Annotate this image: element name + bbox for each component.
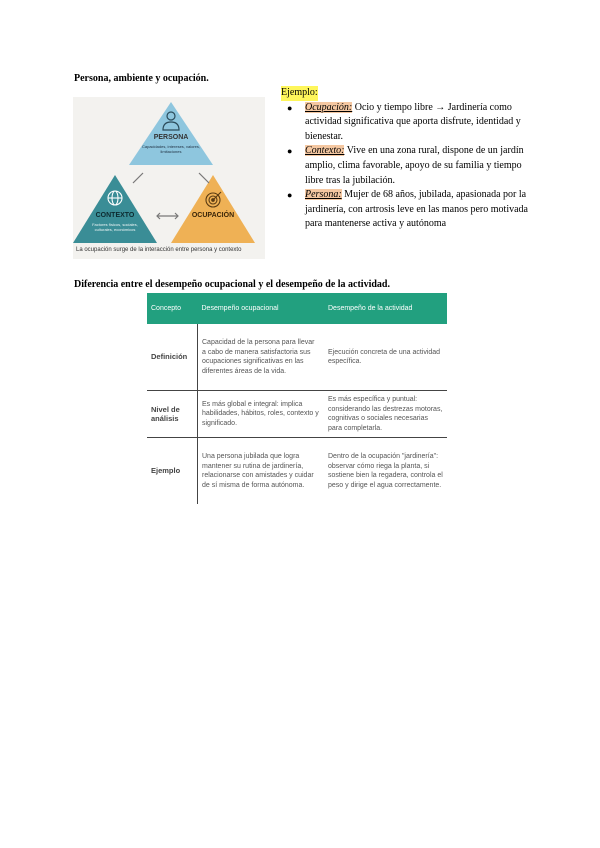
example-term: Ocupación:: [305, 101, 353, 113]
example-term: Persona:: [305, 189, 342, 201]
row-concept: Definición: [147, 324, 198, 391]
peo-diagram-graphic: [73, 97, 265, 259]
table-header-cell: Concepto: [147, 293, 198, 324]
table-cell: Es más específica y puntual: considerando las destrezas motoras, cognitivas o sociales necesarias para completarla.: [324, 391, 447, 438]
persona-label: PERSONA: [153, 134, 189, 141]
table-row: [147, 391, 447, 438]
bullet-icon: ●: [287, 102, 293, 113]
table-cell: Dentro de la ocupación "jardinería": observar cómo riega la planta, si sostiene bien la regadera, controla el peso y dirige el agua correctamente.: [324, 438, 447, 505]
diagram-caption: La ocupación surge de la interacción entre persona y contexto: [76, 247, 242, 253]
table-row: [147, 438, 447, 505]
ocupacion-label: OCUPACIÓN: [191, 212, 235, 219]
section-title-peo: Persona, ambiente y ocupación.: [74, 73, 209, 84]
example-text: Ocio y tiempo libre → Jardinería como actividad significativa que aporta disfrute, identidad y bienestar.: [305, 101, 521, 142]
table-cell: Ejecución concreta de una actividad específica.: [328, 348, 441, 365]
example-block: [281, 86, 541, 232]
bullet-icon: ●: [287, 190, 293, 201]
contexto-label: CONTEXTO: [95, 212, 135, 219]
table-header-cell: Desempeño de la actividad: [324, 293, 447, 324]
example-text: Vive en una zona rural, dispone de un jardín amplio, clima favorable, apoyo de su familia y tiempo libre tras la jubilación.: [305, 145, 524, 186]
peo-diagram: [73, 97, 265, 259]
comparison-table: [147, 293, 447, 504]
example-text: Mujer de 68 años, jubilada, apasionada por la jardinería, con artrosis leve en las manos pero motivada para mantenerse activa y autónoma: [305, 189, 528, 230]
table-row: [147, 324, 447, 391]
example-item-ocupacion: [281, 101, 541, 145]
example-item-persona: [281, 188, 541, 232]
table-header-row: [147, 293, 447, 324]
contexto-triangle: [73, 175, 157, 243]
table-cell: Capacidad de la persona para llevar a cabo de manera satisfactoria sus ocupaciones significativas en las diferentes áreas de la vida.: [202, 339, 315, 375]
contexto-text: Factores físicos, sociales, culturales, económicos: [92, 222, 138, 232]
table-cell: Una persona jubilada que logra mantener su rutina de jardinería, relacionarse con amistades y cuidar de sí misma de forma autónoma.: [198, 438, 325, 505]
example-list: [281, 101, 541, 232]
table-cell: Es más global e integral: implica habilidades, hábitos, roles, contexto y significado.: [198, 391, 325, 438]
example-heading: Ejemplo:: [281, 86, 318, 101]
table-header-cell: Desempeño ocupacional: [198, 293, 325, 324]
row-concept: Ejemplo: [147, 438, 198, 505]
example-term: Contexto:: [305, 145, 345, 157]
row-concept: Nivel de análisis: [147, 391, 198, 438]
bullet-icon: ●: [287, 146, 293, 157]
section-title-difference: Diferencia entre el desempeño ocupacional y el desempeño de la actividad.: [74, 279, 390, 290]
persona-text: Capacidades, intereses, valores, limitaciones: [141, 144, 201, 154]
example-item-contexto: [281, 144, 541, 188]
ocupacion-triangle: [171, 175, 255, 243]
